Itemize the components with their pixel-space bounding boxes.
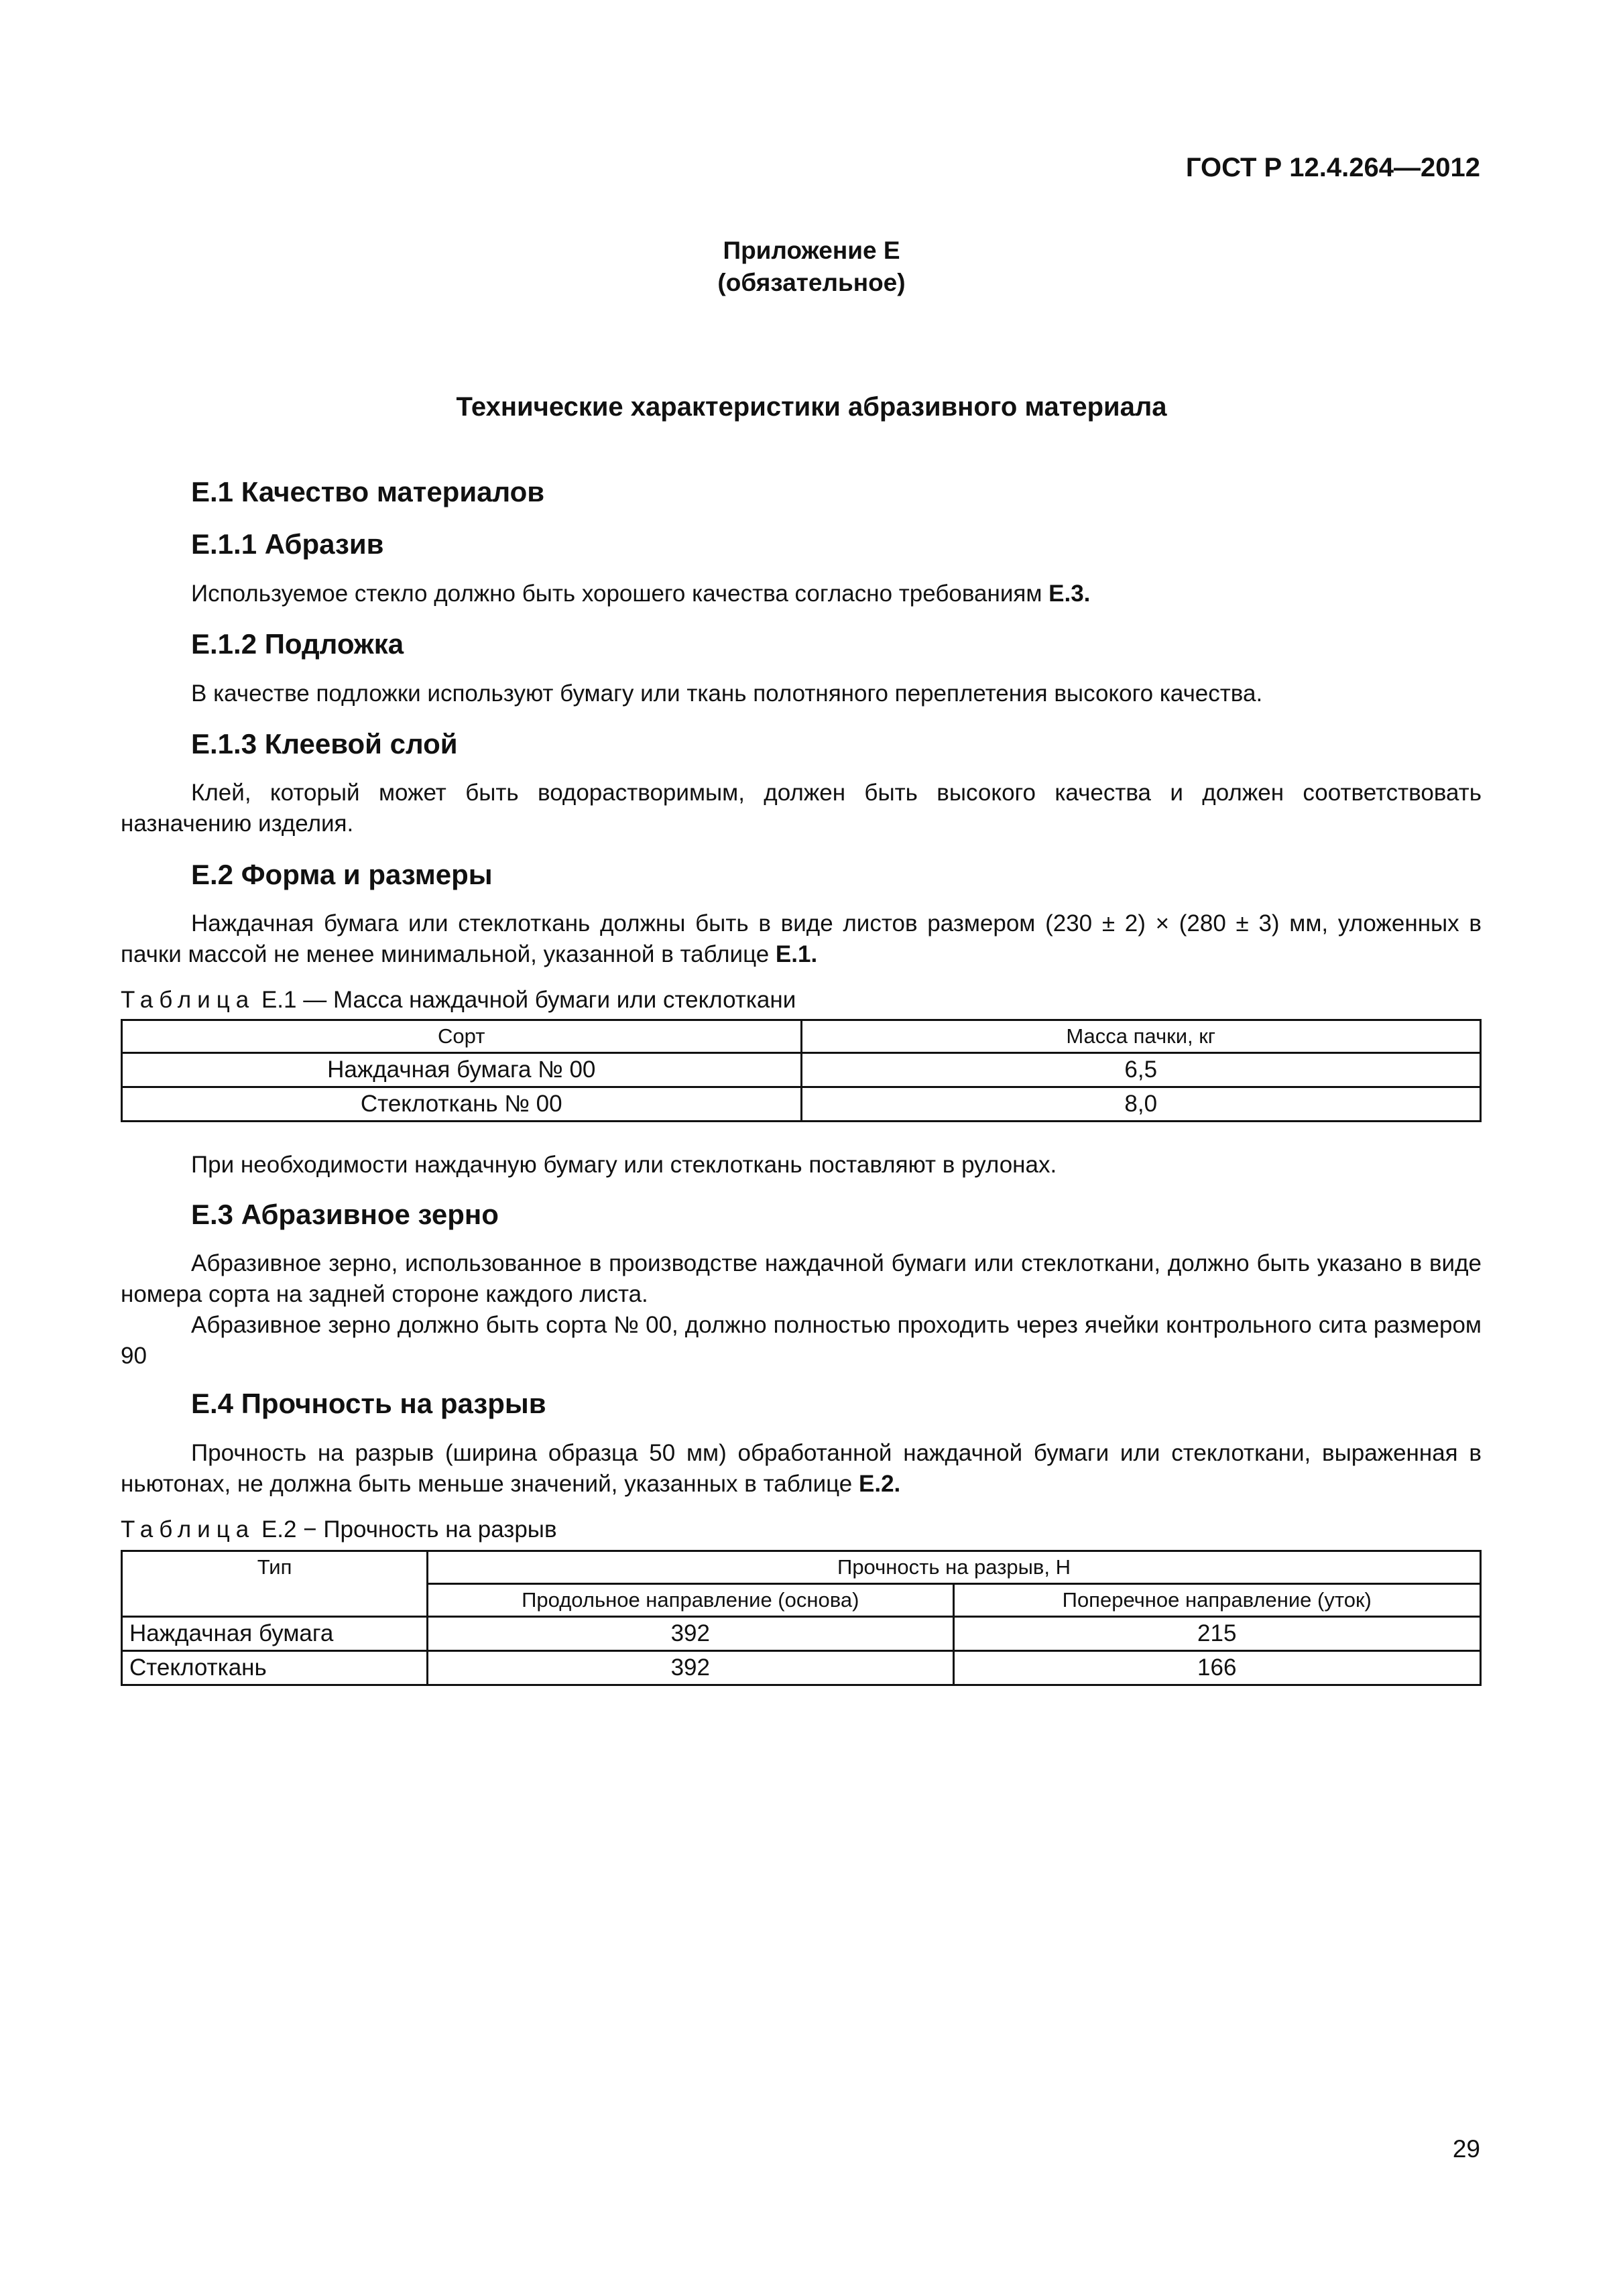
table2-cell: Наждачная бумага	[122, 1617, 428, 1651]
table2-cell: 166	[953, 1651, 1481, 1685]
section-e2-heading: Е.2 Форма и размеры	[191, 859, 493, 890]
section-e11-body: Используемое стекло должно быть хорошего качества согласно требованиям	[191, 581, 1049, 607]
table1-caption-text: Е.1 — Масса наждачной бумаги или стеклоткани	[255, 987, 796, 1013]
table2-subheader-longitudinal: Продольное направление (основа)	[428, 1584, 953, 1617]
table-row	[122, 1087, 1481, 1122]
table2-cell: 215	[953, 1617, 1481, 1651]
table2-caption-text: Е.2 − Прочность на разрыв	[255, 1516, 557, 1543]
table2-cell: 392	[428, 1651, 953, 1685]
section-e12-text: В качестве подложки используют бумагу или ткань полотняного переплетения высокого качества.	[191, 680, 1263, 707]
section-e4-ref: Е.2.	[859, 1471, 901, 1497]
table1-header-mass: Масса пачки, кг	[801, 1020, 1481, 1053]
table1-cell: 6,5	[801, 1053, 1481, 1087]
section-e4-paragraph	[121, 1438, 1482, 1500]
section-e2-text	[121, 908, 1482, 970]
table1-header-grade: Сорт	[122, 1020, 802, 1053]
table2-header-row	[122, 1551, 1481, 1584]
after-table1-text: При необходимости наждачную бумагу или стеклоткань поставляют в рулонах.	[191, 1152, 1057, 1178]
table1-cell: 8,0	[801, 1087, 1481, 1122]
table2-subheader-transverse: Поперечное направление (уток)	[953, 1584, 1481, 1617]
table1-mass	[121, 1019, 1482, 1122]
section-e4-heading: Е.4 Прочность на разрыв	[191, 1388, 546, 1419]
page-number: 29	[1452, 2135, 1480, 2163]
table1-caption	[121, 987, 796, 1014]
table2-strength	[121, 1550, 1482, 1686]
table-row	[122, 1053, 1481, 1087]
table-row	[122, 1617, 1481, 1651]
table2-cell: 392	[428, 1617, 953, 1651]
section-e1-heading: Е.1 Качество материалов	[191, 476, 545, 507]
section-e11-heading: Е.1.1 Абразив	[191, 528, 384, 560]
table1-cell: Стеклоткань № 00	[122, 1087, 802, 1122]
table1-header-row	[122, 1020, 1481, 1053]
table1-cell: Наждачная бумага № 00	[122, 1053, 802, 1087]
section-e4-body: Прочность на разрыв (ширина образца 50 мм) обработанной наждачной бумаги или стеклоткани, выраженная в ньютонах, не должна быть меньше значений, указанных в таблице	[121, 1440, 1482, 1497]
section-e11-text	[191, 579, 1482, 609]
appendix-heading	[0, 235, 1623, 299]
table1-caption-word: Таблица	[121, 987, 255, 1013]
section-e13-text	[121, 778, 1482, 839]
main-title: Технические характеристики абразивного материала	[456, 392, 1167, 422]
section-e3-text	[121, 1248, 1482, 1372]
table2-caption	[121, 1516, 557, 1543]
appendix-subtitle: (обязательное)	[717, 269, 906, 296]
section-e12-heading: Е.1.2 Подложка	[191, 628, 404, 660]
table2-caption-word: Таблица	[121, 1516, 255, 1543]
section-e2-paragraph	[121, 908, 1482, 970]
section-e13-paragraph: Клей, который может быть водорастворимым, должен быть высокого качества и должен соответствовать назначению изделия.	[121, 780, 1482, 837]
section-e2-ref: Е.1.	[775, 941, 818, 967]
table2-cell: Стеклоткань	[122, 1651, 428, 1685]
appendix-title: Приложение Е	[723, 237, 900, 264]
section-e11-ref: Е.3.	[1048, 581, 1091, 607]
table2-header-type: Тип	[122, 1551, 428, 1617]
section-e3-paragraph-2: Абразивное зерно должно быть сорта № 00, должно полностью проходить через ячейки контрольного сита размером 90	[121, 1312, 1482, 1369]
section-e13-heading: Е.1.3 Клеевой слой	[191, 728, 458, 760]
table-row	[122, 1651, 1481, 1685]
section-e3-heading: Е.3 Абразивное зерно	[191, 1199, 499, 1230]
section-e4-text	[121, 1438, 1482, 1500]
table2-header-group: Прочность на разрыв, Н	[428, 1551, 1481, 1584]
section-e2-body: Наждачная бумага или стеклоткань должны быть в виде листов размером (230 ± 2) × (280 ± 3) мм, уложенных в пачки массой не менее минимальной, указанной в таблице	[121, 910, 1482, 967]
section-e3-paragraph-1: Абразивное зерно, использованное в производстве наждачной бумаги или стеклоткани, должно быть указано в виде номера сорта на задней стороне каждого листа.	[121, 1250, 1482, 1307]
document-code: ГОСТ Р 12.4.264—2012	[1185, 153, 1480, 182]
